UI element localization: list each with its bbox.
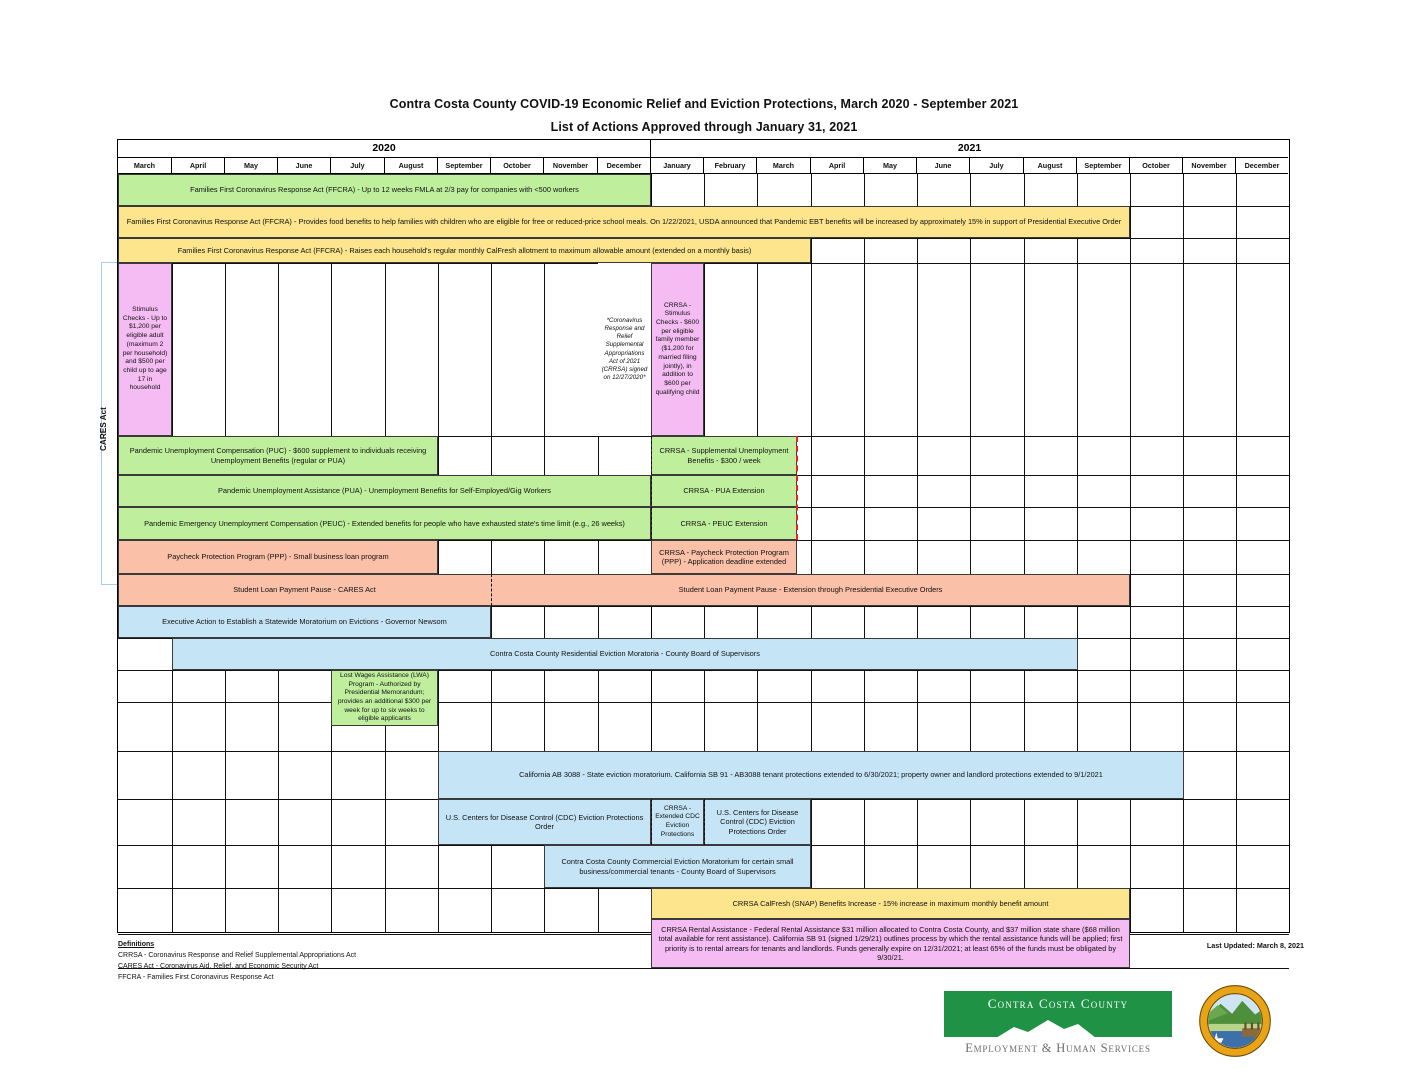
bar-crrsa-cdc-extension-label: CRRSA - Extended CDC Eviction Protections <box>655 804 700 838</box>
bar-cdc-eviction-order-2 <box>704 799 811 845</box>
crrsa-unemployment-highlight-edge <box>796 436 798 540</box>
definition-item-ffcra: FFCRA - Families First Coronavirus Response Act <box>118 973 274 981</box>
month-cell-2021-september: September <box>1077 158 1130 174</box>
bar-student-loan-cares <box>118 574 491 606</box>
month-cell-2021-december: December <box>1236 158 1288 174</box>
cares-act-label: CARES Act <box>99 407 108 451</box>
month-cell-2020-march: March <box>118 158 172 174</box>
bar-crrsa-peuc-extension-label: CRRSA - PEUC Extension <box>680 518 768 528</box>
bar-crrsa-supplemental-unemployment <box>651 436 797 475</box>
bar-crrsa-rental-assistance-label: CRRSA Rental Assistance - Federal Rental Assistance $31 million allocated to Contra Costa County, and $37 million state share ($68 million total available for rent assistance). California SB 91 (signed 1/29/21) outlines process by which the rental assistance funds will be applied; first priority is to rental arrears for tenants and landlords. Funds generally expire on 12/31/2021; at least 65% of the funds must be obligated by 9/30/21. <box>658 924 1123 962</box>
note-crrsa-signed-label: *Coronavirus Response and Relief Supplemental Appropriations Act of 2021 (CRRSA) signed on 12/27/2020* <box>601 317 648 381</box>
gridline-h <box>118 702 1289 703</box>
page-subtitle: List of Actions Approved through January 31, 2021 <box>550 120 858 134</box>
bar-crrsa-rental-assistance <box>651 919 1130 968</box>
student-loan-split-divider <box>491 574 492 606</box>
county-logo-department: Employment & Human Services <box>965 1041 1151 1055</box>
bar-student-loan-extension-label: Student Loan Payment Pause - Extension through Presidential Executive Orders <box>678 585 943 595</box>
bar-crrsa-ppp <box>651 540 797 574</box>
month-cell-2020-july: July <box>331 158 385 174</box>
definition-item-cares-act: CARES Act - Coronavirus Aid, Relief, and Economic Security Act <box>118 962 319 970</box>
bar-ccc-residential-moratoria <box>172 638 1078 670</box>
definition-item-crrsa: CRRSA - Coronavirus Response and Relief Supplemental Appropriations Act <box>118 951 357 959</box>
bar-ppp-label: Paycheck Protection Program (PPP) - Small business loan program <box>167 552 389 562</box>
bar-crrsa-calfresh-increase-label: CRRSA CalFresh (SNAP) Benefits Increase - 15% increase in maximum monthly benefit amount <box>732 898 1049 908</box>
month-cell-2021-october: October <box>1130 158 1183 174</box>
definitions-heading: Definitions <box>118 941 155 948</box>
bar-peuc <box>118 507 651 540</box>
month-cell-2020-june: June <box>278 158 331 174</box>
month-cell-2021-november: November <box>1183 158 1236 174</box>
county-seal-icon <box>1199 985 1271 1057</box>
month-cell-2021-july: July <box>970 158 1024 174</box>
bar-crrsa-stimulus <box>651 263 704 436</box>
bar-ffcra-calfresh <box>118 238 811 263</box>
bar-peuc-label: Pandemic Emergency Unemployment Compensation (PEUC) - Extended benefits for people who have exhausted state's time limit (e.g., 26 weeks) <box>144 518 625 528</box>
bar-crrsa-supplemental-unemployment-label: CRRSA - Supplemental Unemployment Benefits - $300 / week <box>659 446 789 465</box>
gridline-v <box>1236 174 1237 932</box>
bar-lwa-program-label: Lost Wages Assistance (LWA) Program - Authorized by Presidential Memorandum; provides an additional $300 per week for up to six weeks to eligible applicants <box>337 671 432 723</box>
crrsa-cdc-right-divider <box>704 799 705 845</box>
month-cell-2021-august: August <box>1024 158 1077 174</box>
bar-cdc-eviction-order-2-label: U.S. Centers for Disease Control (CDC) Eviction Protections Order <box>716 807 799 836</box>
bar-ab3088-sb91-label: California AB 3088 - State eviction moratorium. California SB 91 - AB3088 tenant protections extended to 6/30/2021; property owner and landlord protections extended to 9/1/2021 <box>519 770 1103 780</box>
gridline-v <box>1024 174 1025 932</box>
bar-ffcra-food <box>118 206 1130 238</box>
bar-pua-label: Pandemic Unemployment Assistance (PUA) - Unemployment Benefits for Self-Employed/Gig Workers <box>218 486 551 496</box>
bar-stimulus-checks-label: Stimulus Checks - Up to $1,200 per eligible adult (maximum 2 per household) and $500 per child up to age 17 in household <box>122 305 168 392</box>
gridline-v <box>1183 174 1184 932</box>
county-logo-name: Contra Costa County <box>987 996 1129 1011</box>
month-header-row <box>118 158 1289 174</box>
county-logo <box>944 991 1172 1056</box>
bar-pua <box>118 475 651 507</box>
last-updated-text: Last Updated: March 8, 2021 <box>1206 941 1304 950</box>
note-crrsa-signed <box>598 263 651 436</box>
bar-lwa-program <box>331 670 438 726</box>
month-cell-2021-march: March <box>757 158 811 174</box>
year-header-row <box>118 140 1289 158</box>
year-cell-2021: 2021 <box>651 140 1288 158</box>
county-logo-banner <box>944 991 1172 1037</box>
bar-ab3088-sb91 <box>438 751 1184 799</box>
bar-cdc-eviction-order-1-label: U.S. Centers for Disease Control (CDC) Eviction Protections Order <box>445 812 644 831</box>
gridline-v <box>811 174 812 932</box>
bar-puc-label: Pandemic Unemployment Compensation (PUC) - $600 supplement to individuals receiving Unemployment Benefits (regular or PUA) <box>129 446 427 465</box>
bar-puc <box>118 436 438 475</box>
month-cell-2021-june: June <box>917 158 970 174</box>
definitions-block <box>118 940 356 983</box>
bar-cdc-eviction-order-1 <box>438 799 651 845</box>
year-cell-2020: 2020 <box>118 140 651 158</box>
bar-ffcra-food-label: Families First Coronavirus Response Act (FFCRA) - Provides food benefits to help families with children who are eligible for free or reduced-price school meals. On 1/22/2021, USDA announced that Pandemic EBT benefits will be increased by approximately 15% in support of Presidential Executive Order <box>126 217 1122 227</box>
bar-ccc-commercial-moratorium-label: Contra Costa County Commercial Eviction Moratorium for certain small business/commercial tenants - County Board of Supervisors <box>561 857 794 876</box>
month-cell-2021-january: January <box>651 158 704 174</box>
month-cell-2020-december: December <box>598 158 651 174</box>
month-cell-2020-may: May <box>225 158 278 174</box>
bar-ffcra-calfresh-label: Families First Coronavirus Response Act (FFCRA) - Raises each household's regular monthly CalFresh allotment to maximum allowable amount (extended on a monthly basis) <box>177 245 752 255</box>
bar-ccc-commercial-moratorium <box>544 845 811 888</box>
month-cell-2020-april: April <box>172 158 225 174</box>
bar-ccc-residential-moratoria-label: Contra Costa County Residential Eviction Moratoria - County Board of Supervisors <box>490 649 760 659</box>
gridline-v <box>864 174 865 932</box>
gridline-h <box>118 670 1289 671</box>
gridline-v <box>917 174 918 932</box>
bar-crrsa-pua-extension <box>651 475 797 507</box>
bar-student-loan-cares-label: Student Loan Payment Pause - CARES Act <box>233 585 376 595</box>
bar-crrsa-peuc-extension <box>651 507 797 540</box>
bar-ppp <box>118 540 438 574</box>
month-cell-2021-may: May <box>864 158 917 174</box>
bar-crrsa-ppp-label: CRRSA - Paycheck Protection Program (PPP) - Application deadline extended <box>659 547 789 566</box>
page-title: Contra Costa County COVID-19 Economic Relief and Eviction Protections, March 2020 - September 2021 <box>389 97 1019 111</box>
bar-exec-action-moratorium <box>118 606 491 638</box>
gridline-v <box>970 174 971 932</box>
bar-ffcra-fmla-label: Families First Coronavirus Response Act (FFCRA) - Up to 12 weeks FMLA at 2/3 pay for companies with <500 workers <box>190 185 579 195</box>
month-cell-2020-september: September <box>438 158 491 174</box>
month-cell-2021-february: February <box>704 158 757 174</box>
bar-stimulus-checks <box>118 263 172 436</box>
month-cell-2020-october: October <box>491 158 544 174</box>
bar-exec-action-moratorium-label: Executive Action to Establish a Statewide Moratorium on Evictions - Governor Newsom <box>162 617 447 627</box>
bar-crrsa-calfresh-increase <box>651 888 1130 919</box>
gridline-v <box>1077 174 1078 932</box>
mountain-icon <box>944 1016 1172 1037</box>
crrsa-unemployment-start-edge <box>651 436 652 540</box>
bar-ffcra-fmla <box>118 174 651 206</box>
month-cell-2020-august: August <box>385 158 438 174</box>
bar-student-loan-extension <box>491 574 1130 606</box>
bar-crrsa-pua-extension-label: CRRSA - PUA Extension <box>683 486 765 496</box>
bar-crrsa-stimulus-label: CRRSA - Stimulus Checks - $600 per eligible family member ($1,200 for married filing jointly), in addition to $600 per qualifying child <box>655 301 700 396</box>
month-cell-2020-november: November <box>544 158 598 174</box>
bar-crrsa-cdc-extension <box>651 799 704 845</box>
gridline-v <box>1130 174 1131 932</box>
crrsa-cdc-left-divider <box>651 799 652 845</box>
month-cell-2021-april: April <box>811 158 864 174</box>
